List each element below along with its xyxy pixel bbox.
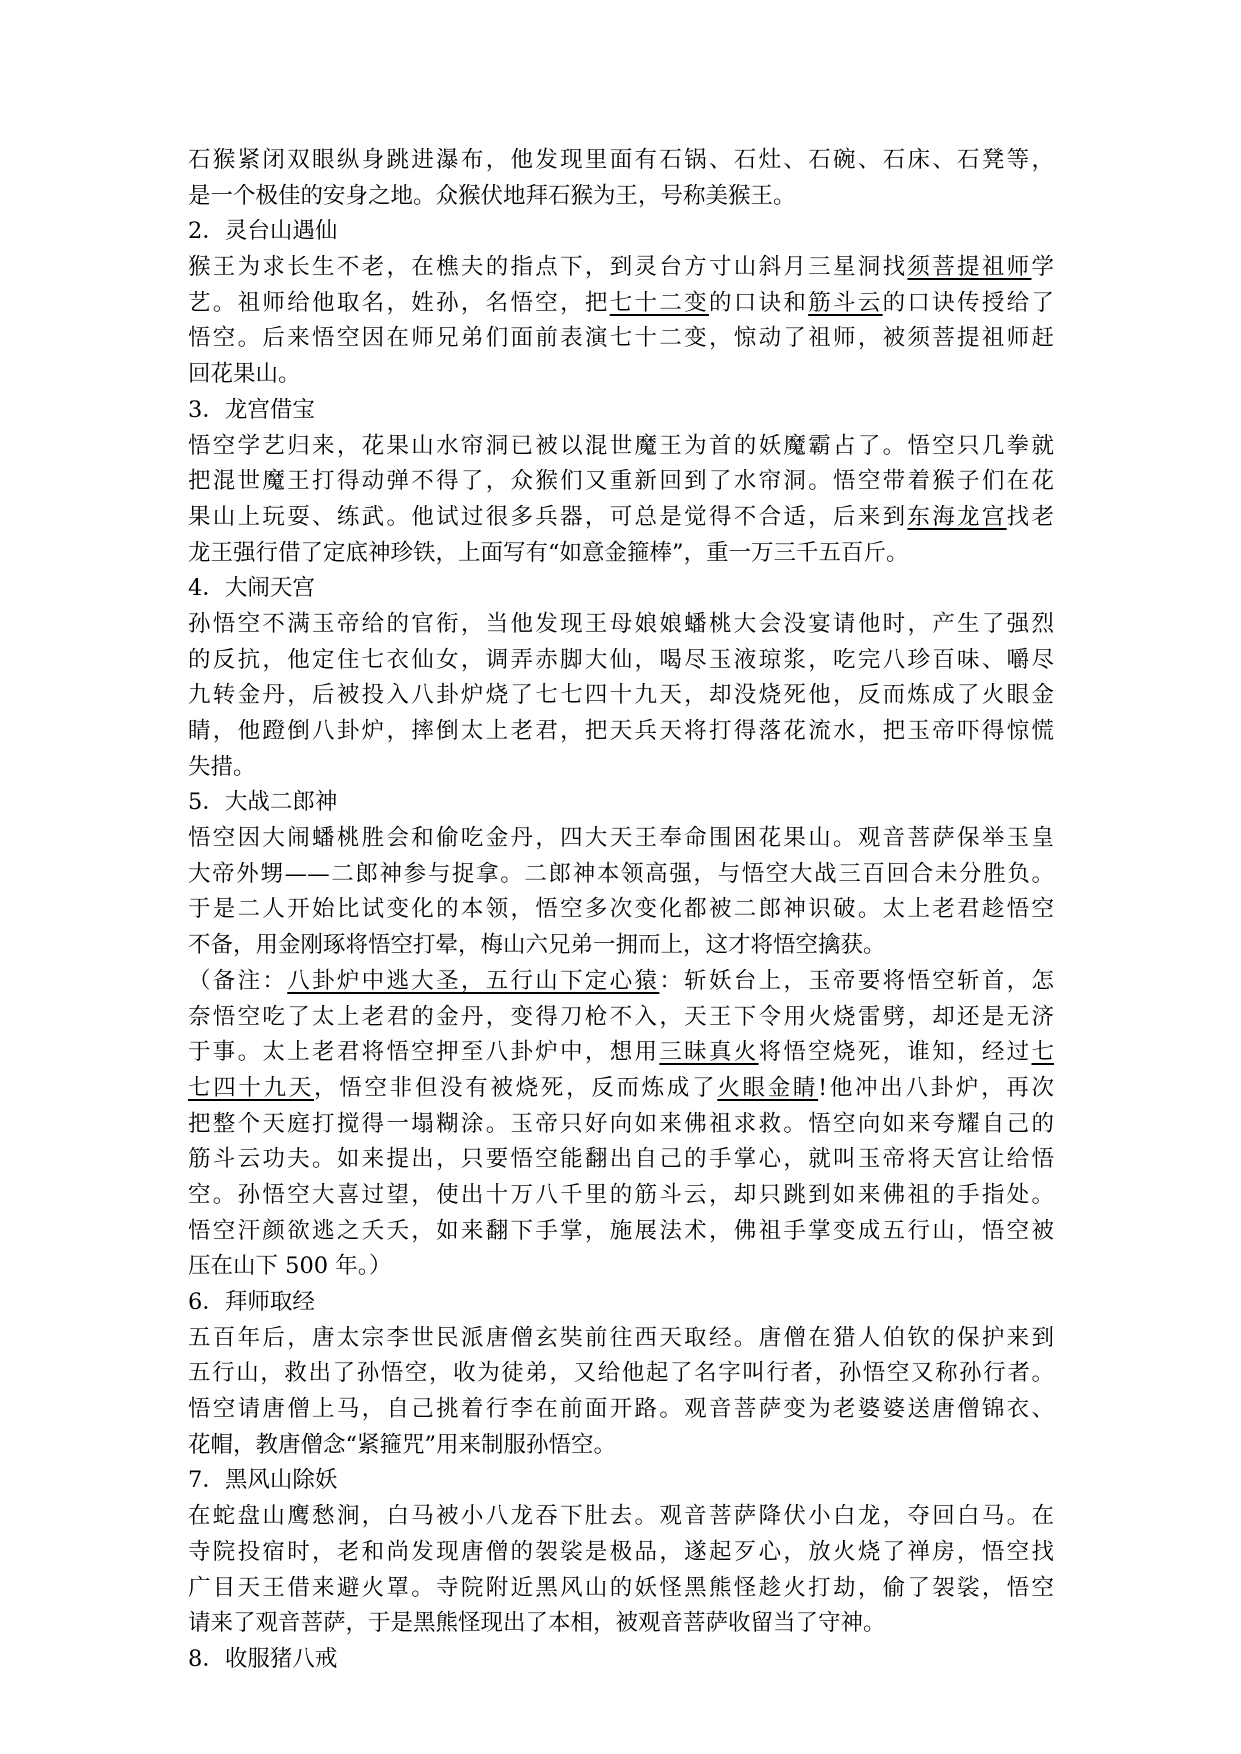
text-run: 空。孙悟空大喜过望，使出十万八千里的筋斗云，却只跳到如来佛祖的手指处。 [188, 1181, 1054, 1208]
text-run: 于是二人开始比试变化的本领，悟空多次变化都被二郎神识破。太上老君趁悟空 [188, 896, 1054, 923]
text-line [188, 179, 1054, 215]
text-line [188, 1428, 1054, 1464]
text-line [188, 1214, 1054, 1250]
text-run: ，悟空非但没有被烧死，反而炼成了 [314, 1074, 718, 1101]
text-line [188, 928, 1054, 964]
text-run: 压在山下 500 年。） [188, 1253, 392, 1280]
text-run: 的口诀和 [708, 289, 809, 316]
text-line [188, 536, 1054, 572]
text-line [188, 678, 1054, 714]
underlined-term: 须菩提祖师 [907, 254, 1032, 281]
text-run: 艺。祖师给他取名，姓孙，名悟空，把 [188, 289, 610, 316]
underlined-term: 三昧真火 [659, 1039, 759, 1066]
text-run: 悟空。后来悟空因在师兄弟们面前表演七十二变，惊动了祖师，被须菩提祖师赶 [188, 325, 1054, 352]
text-line [188, 1000, 1054, 1036]
text-run: 悟空请唐僧上马，自己挑着行李在前面开路。观音菩萨变为老婆婆送唐僧锦衣、 [188, 1396, 1054, 1423]
text-line [188, 286, 1054, 322]
text-run: 筋斗云功夫。如来提出，只要悟空能翻出自己的手掌心，就叫玉帝将天宫让给悟 [188, 1146, 1054, 1173]
text-run: 把整个天庭打搅得一塌糊涂。玉帝只好向如来佛祖求救。悟空向如来夸耀自己的 [188, 1110, 1054, 1137]
text-run: 奈悟空吃了太上老君的金丹，变得刀枪不入，天王下令用火烧雷劈，却还是无济 [188, 1003, 1054, 1030]
text-run: 回花果山。 [188, 361, 301, 388]
text-run: 是一个极佳的安身之地。众猴伏地拜石猴为王，号称美猴王。 [188, 182, 796, 209]
text-line [188, 1178, 1054, 1214]
text-run: 九转金丹，后被投入八卦炉烧了七七四十九天，却没烧死他，反而炼成了火眼金 [188, 682, 1054, 709]
text-line [188, 143, 1054, 179]
text-run: 果山上玩耍、练武。他试过很多兵器，可总是觉得不合适，后来到 [188, 503, 908, 530]
text-run: 睛，他蹬倒八卦炉，摔倒太上老君，把天兵天将打得落花流水，把玉帝吓得惊慌 [188, 718, 1054, 744]
underlined-term: 筋斗云 [808, 289, 883, 316]
text-run: 悟空学艺归来，花果山水帘洞已被以混世魔王为首的妖魔霸占了。悟空只几拳就 [188, 432, 1054, 459]
text-line [188, 357, 1054, 393]
text-run: 寺院投宿时，老和尚发现唐僧的袈裟是极品，遂起歹心，放火烧了禅房，悟空找 [188, 1538, 1054, 1565]
text-run: 找老 [1006, 503, 1054, 530]
text-run: 把混世魔王打得动弹不得了，众猴们又重新回到了水帘洞。悟空带着猴子们在花 [188, 468, 1054, 495]
text-run: 花帽，教唐僧念“紧箍咒”用来制服孙悟空。 [188, 1431, 617, 1458]
text-line [188, 1392, 1054, 1428]
text-line [188, 964, 1054, 1000]
text-line [188, 643, 1054, 679]
text-run: 5．大战二郎神 [188, 789, 338, 816]
text-line [188, 714, 1054, 750]
text-line [188, 607, 1054, 643]
text-line [188, 1249, 1054, 1285]
underlined-term: 七 [1031, 1039, 1054, 1066]
text-line [188, 1642, 1054, 1678]
text-line [188, 500, 1054, 536]
text-run: 2．灵台山遇仙 [188, 218, 338, 245]
text-line [188, 571, 1054, 607]
text-run: 学 [1031, 254, 1054, 281]
text-line [188, 1285, 1054, 1321]
text-line [188, 1035, 1054, 1071]
text-run: 4．大闹天宫 [188, 575, 315, 602]
text-run: 猴王为求长生不老，在樵夫的指点下，到灵台方寸山斜月三星洞找 [188, 254, 908, 281]
text-line [188, 785, 1054, 821]
underlined-term: 东海龙宫 [907, 503, 1007, 530]
text-run: 悟空因大闹蟠桃胜会和偷吃金丹，四大天王奉命围困花果山。观音菩萨保举玉皇 [188, 825, 1054, 852]
text-run: 龙王强行借了定底神珍铁，上面写有“如意金箍棒”，重一万三千五百斤。 [188, 539, 909, 566]
text-line [188, 1499, 1054, 1535]
text-line [188, 1107, 1054, 1143]
text-run: 6．拜师取经 [188, 1289, 315, 1315]
text-line [188, 1356, 1054, 1392]
text-run: 石猴紧闭双眼纵身跳进瀑布，他发现里面有石锅、石灶、石碗、石床、石凳等， [188, 147, 1054, 173]
text-run: 孙悟空不满玉帝给的官衔，当他发现王母娘娘蟠桃大会没宴请他时，产生了强烈 [188, 610, 1054, 637]
text-run: !他冲出八卦炉，再次 [818, 1074, 1054, 1101]
text-line [188, 1463, 1054, 1499]
text-run: 在蛇盘山鹰愁涧，白马被小八龙吞下肚去。观音菩萨降伏小白龙，夺回白马。在 [188, 1503, 1054, 1530]
text-run: 的反抗，他定住七衣仙女，调弄赤脚大仙，喝尽玉液琼浆，吃完八珍百味、嚼尽 [188, 646, 1054, 673]
text-line [188, 750, 1054, 786]
text-line [188, 250, 1054, 286]
text-line [188, 214, 1054, 250]
text-line [188, 1142, 1054, 1178]
text-run: 3．龙宫借宝 [188, 396, 315, 423]
text-line [188, 393, 1054, 429]
text-run: 失措。 [188, 753, 256, 780]
text-run: 悟空汗颜欲逃之夭夭，如来翻下手掌，施展法术，佛祖手掌变成五行山，悟空被 [188, 1217, 1054, 1244]
text-run: 8．收服猪八戒 [188, 1645, 338, 1672]
text-run: （备注： [188, 967, 288, 994]
text-line [188, 1571, 1054, 1607]
underlined-term: 八卦炉中逃大圣，五行山下定心猿 [287, 967, 660, 994]
underlined-term: 七十二变 [609, 289, 709, 316]
text-run: 不备，用金刚琢将悟空打晕，梅山六兄弟一拥而上，这才将悟空擒获。 [188, 932, 886, 959]
underlined-term: 七四十九天 [188, 1074, 315, 1101]
text-run: 请来了观音菩萨，于是黑熊怪现出了本相，被观音菩萨收留当了守神。 [188, 1610, 886, 1637]
underlined-term: 火眼金睛 [717, 1074, 819, 1101]
text-line [188, 321, 1054, 357]
text-line [188, 892, 1054, 928]
text-run: 的口诀传授给了 [882, 289, 1054, 316]
document-body [188, 143, 1054, 1678]
text-line [188, 1321, 1054, 1357]
text-run: 广目天王借来避火罩。寺院附近黑风山的妖怪黑熊怪趁火打劫，偷了袈裟，悟空 [188, 1574, 1054, 1601]
text-line [188, 1071, 1054, 1107]
text-run: 将悟空烧死，谁知，经过 [758, 1039, 1032, 1066]
text-run: 7．黑风山除妖 [188, 1467, 338, 1494]
text-line [188, 464, 1054, 500]
text-run: ：斩妖台上，玉帝要将悟空斩首，怎 [659, 967, 1054, 994]
text-line [188, 857, 1054, 893]
text-line [188, 1535, 1054, 1571]
text-line [188, 821, 1054, 857]
text-run: 于事。太上老君将悟空押至八卦炉中，想用 [188, 1039, 660, 1066]
text-line [188, 429, 1054, 465]
text-run: 大帝外甥——二郎神参与捉拿。二郎神本领高强，与悟空大战三百回合未分胜负。 [188, 860, 1054, 887]
text-line [188, 1606, 1054, 1642]
text-run: 五百年后，唐太宗李世民派唐僧玄奘前往西天取经。唐僧在猎人伯钦的保护来到 [188, 1324, 1054, 1351]
text-run: 五行山，救出了孙悟空，收为徒弟，又给他起了名字叫行者，孙悟空又称孙行者。 [188, 1360, 1054, 1387]
